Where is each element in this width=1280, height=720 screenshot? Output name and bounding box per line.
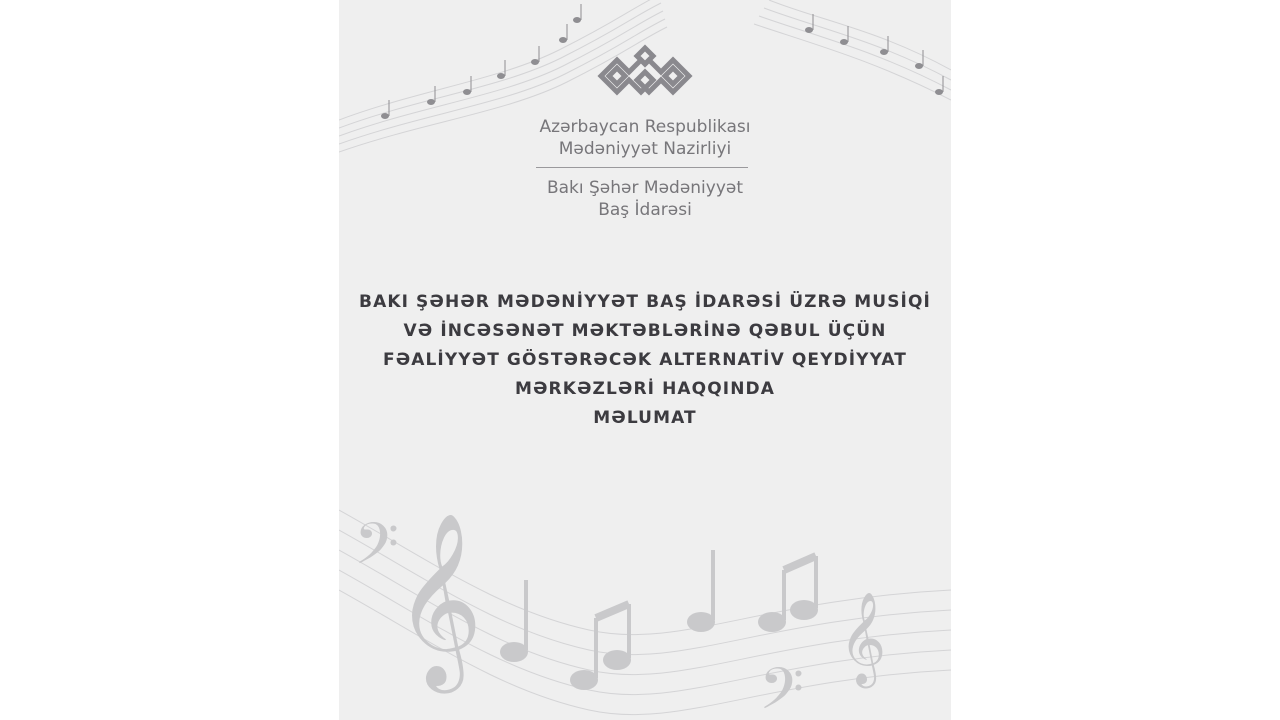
department-name-line2: Baş İdarəsi bbox=[598, 200, 692, 220]
music-note-icon bbox=[805, 27, 813, 33]
title-line-1: BAKI ŞƏHƏR MƏDƏNİYYƏT BAŞ İDARƏSİ ÜZRƏ MUSİQİ bbox=[359, 292, 931, 312]
announcement-title bbox=[339, 288, 951, 433]
music-note-icon bbox=[500, 642, 528, 662]
music-note-icon bbox=[570, 670, 598, 690]
music-note-icon bbox=[758, 612, 786, 632]
music-note-icon bbox=[463, 89, 471, 95]
ministry-logo-icon bbox=[597, 44, 693, 108]
music-note-icon bbox=[687, 612, 715, 632]
title-line-5: MƏLUMAT bbox=[593, 408, 697, 428]
announcement-poster bbox=[339, 0, 951, 720]
music-note-icon bbox=[880, 49, 888, 55]
music-note-icon bbox=[790, 600, 818, 620]
title-line-4: MƏRKƏZLƏRİ HAQQINDA bbox=[515, 379, 775, 399]
treble-clef-icon: 𝄞 bbox=[394, 512, 483, 686]
music-note-icon bbox=[915, 63, 923, 69]
staff-line-top-right-3 bbox=[759, 16, 951, 90]
logo-divider bbox=[536, 167, 748, 168]
bass-clef-icon: 𝄢 bbox=[759, 655, 805, 720]
staff-line-top-right-4 bbox=[754, 24, 951, 100]
treble-clef-icon: 𝄞 bbox=[839, 591, 887, 684]
ministry-name-line2: Mədəniyyət Nazirliyi bbox=[558, 139, 732, 159]
top-right-note-stems bbox=[813, 14, 943, 92]
music-note-icon bbox=[573, 17, 581, 23]
music-note-icon bbox=[935, 89, 943, 95]
department-name-line1: Bakı Şəhər Mədəniyyət bbox=[546, 178, 744, 198]
music-note-icon bbox=[603, 650, 631, 670]
title-line-2: VƏ İNCƏSƏNƏT MƏKTƏBLƏRİNƏ QƏBUL ÜÇÜN bbox=[403, 321, 887, 341]
music-note-icon bbox=[427, 99, 435, 105]
music-note-icon bbox=[531, 59, 539, 65]
staff-line-top-right-2 bbox=[764, 8, 951, 80]
bass-clef-icon: 𝄢 bbox=[354, 510, 400, 592]
music-note-icon bbox=[497, 73, 505, 79]
ministry-name-line1: Azərbaycan Respublikası bbox=[539, 117, 751, 137]
bottom-notes bbox=[354, 510, 886, 720]
music-note-icon bbox=[559, 37, 567, 43]
top-right-notes bbox=[805, 27, 943, 95]
music-note-icon bbox=[840, 39, 848, 45]
title-line-3: FƏALİYYƏT GÖSTƏRƏCƏK ALTERNATİV QEYDİYYAT bbox=[382, 350, 907, 370]
top-left-note-stems bbox=[389, 4, 581, 116]
